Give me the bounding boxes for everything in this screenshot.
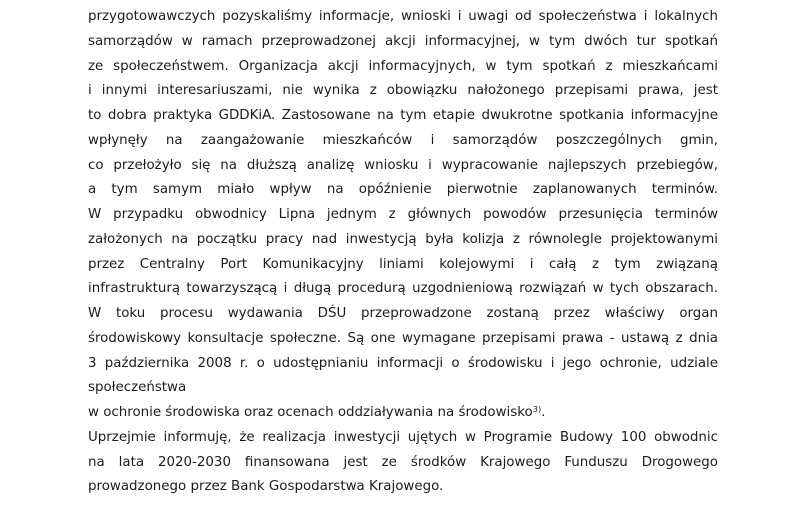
text-line: i innymi interesariuszami, nie wynika z obowiązku nałożonego przepisami prawa, jest [88, 83, 718, 99]
text-line: prowadzonego przez Bank Gospodarstwa Krajowego. [88, 479, 444, 495]
text-line: infrastrukturą towarzyszącą i długą procedurą uzgodnieniową rozwiązań w tych obszarach. [88, 281, 718, 297]
text-line: społeczeństwa [88, 380, 187, 396]
text-line: samorządów w ramach przeprowadzonej akcji informacyjnej, w tym dwóch tur spotkań [88, 33, 718, 49]
footnote-line-period: . [541, 405, 546, 420]
text-line: 3 października 2008 r. o udostępnianiu informacji o środowisku i jego ochronie, udziale [88, 355, 718, 371]
text-line: na lata 2020-2030 finansowana jest ze środków Krajowego Funduszu Drogowego [88, 454, 718, 470]
text-line-with-footnote [88, 401, 718, 426]
text-line: Uprzejmie informuję, że realizacja inwestycji ujętych w Programie Budowy 100 obwodnic [88, 429, 718, 445]
document-page [88, 5, 718, 500]
text-line: środowiskowy konsultacje społeczne. Są one wymagane przepisami prawa - ustawą z dnia [88, 330, 718, 346]
text-line: założonych na początku pracy nad inwestycją była kolizja z równolegle projektowanymi [88, 231, 718, 247]
text-line: przygotowawczych pozyskaliśmy informacje, wnioski i uwagi od społeczeństwa i lokalnych [88, 9, 718, 24]
text-line: W toku procesu wydawania DŚU przeprowadzone zostaną przez właściwy organ [88, 306, 718, 321]
text-line: W przypadku obwodnicy Lipna jednym z głównych powodów przesunięcia terminów [88, 207, 718, 222]
text-line: co przełożyło się na dłuższą analizę wniosku i wypracowanie najlepszych przebiegów, [88, 157, 718, 173]
text-line: to dobra praktyka GDDKiA. Zastosowane na tym etapie dwukrotne spotkania informacyjne [88, 108, 718, 123]
footnote-reference-superscript: 3) [532, 404, 542, 415]
text-line: wpłynęły na zaangażowanie mieszkańców i samorządów poszczególnych gmin, [88, 132, 718, 148]
text-line: przez Centralny Port Komunikacyjny liniami kolejowymi i całą z tym związaną [88, 256, 718, 272]
text-line: ze społeczeństwem. Organizacja akcji informacyjnych, w tym spotkań z mieszkańcami [88, 58, 718, 74]
footnote-line-text: w ochronie środowiska oraz ocenach oddziaływania na środowisko [88, 405, 533, 420]
text-line: a tym samym miało wpływ na opóźnienie pierwotnie zaplanowanych terminów. [88, 182, 718, 198]
